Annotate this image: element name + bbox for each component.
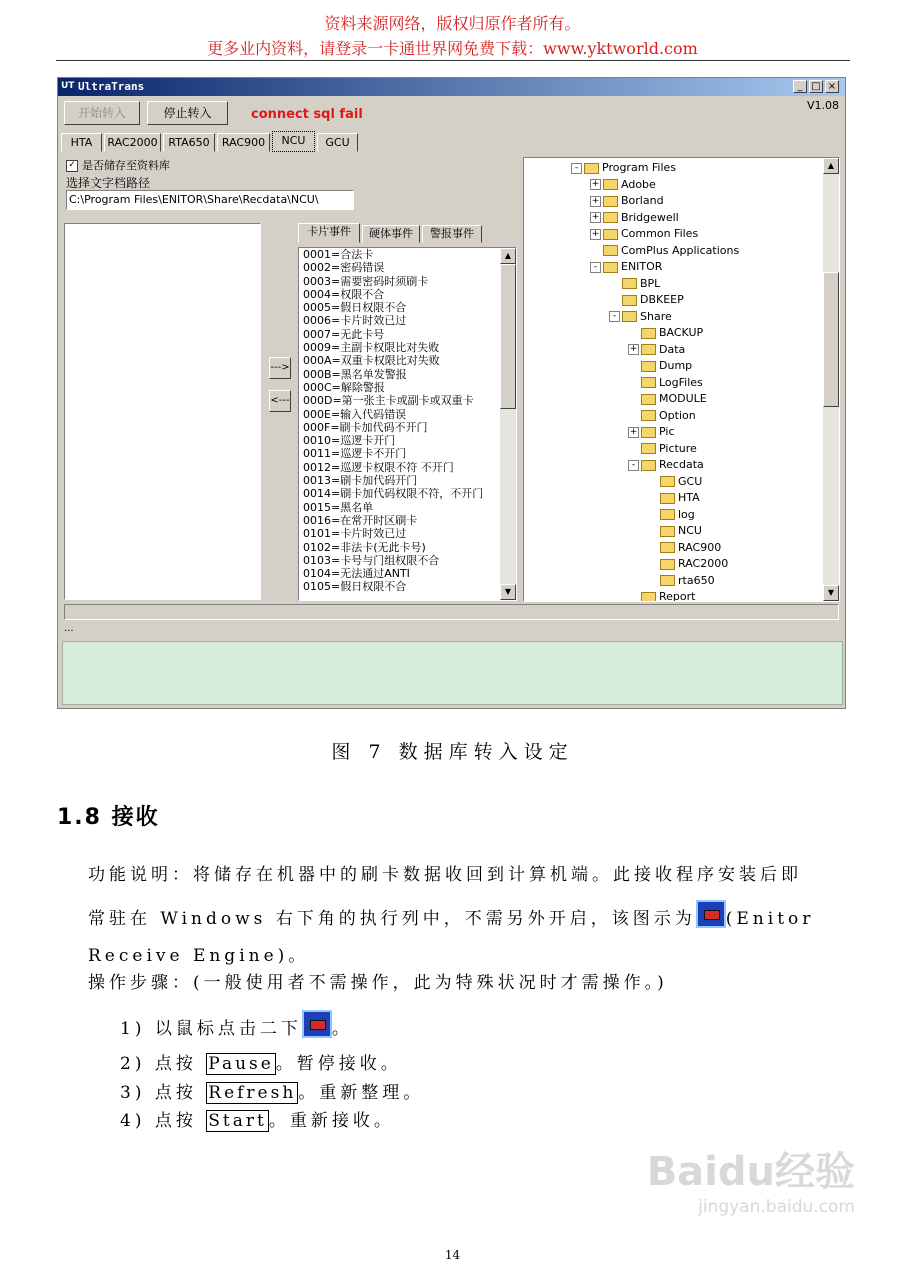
event-item[interactable]: 0014=刷卡加代码权限不符，不开门 [303, 487, 484, 501]
tab-rac900[interactable]: RAC900 [217, 133, 270, 152]
pause-button-ref: Pause [208, 1054, 274, 1074]
start-import-button[interactable]: 开始转入 [64, 101, 140, 125]
tree-node-label: LogFiles [659, 375, 703, 389]
event-item[interactable]: 0016=在常开时区刷卡 [303, 513, 418, 527]
tab-rac2000[interactable]: RAC2000 [104, 133, 161, 152]
scroll-thumb[interactable] [500, 264, 516, 409]
event-item[interactable]: 0101=卡片时效已过 [303, 527, 407, 541]
tree-node[interactable] [628, 457, 704, 472]
event-item[interactable]: 000B=黑名单发警报 [303, 367, 407, 381]
step-3-text: 3) 点按 [120, 1083, 197, 1103]
tree-node[interactable] [590, 210, 679, 225]
refresh-button-ref: Refresh [208, 1083, 297, 1103]
tray-icon-step [302, 1010, 332, 1038]
folder-icon [641, 344, 656, 355]
tree-node-label: BACKUP [659, 326, 704, 339]
resident-text-end: (Enitor [725, 909, 815, 929]
step-2 [120, 1049, 402, 1074]
window-title: UltraTrans [78, 80, 145, 93]
tree-node[interactable] [628, 408, 696, 423]
tree-node-label: RAC2000 [678, 557, 729, 570]
tree-node[interactable] [628, 325, 703, 340]
folder-icon [660, 509, 675, 520]
path-label: 选择文字档路径 [66, 176, 151, 190]
event-item[interactable]: 0004=权限不合 [303, 287, 385, 301]
folder-icon [641, 443, 656, 454]
event-item[interactable]: 0009=主副卡权限比对失败 [303, 341, 440, 355]
event-item[interactable]: 0001=合法卡 [303, 248, 374, 261]
folder-icon [603, 196, 618, 207]
tree-node[interactable] [571, 160, 676, 175]
event-item[interactable]: 0005=假日权限不合 [303, 301, 407, 315]
scroll-up-icon[interactable]: ▲ [500, 248, 516, 264]
event-item[interactable]: 0102=非法卡(无此卡号) [303, 540, 426, 554]
tab-card-events[interactable]: 卡片事件 [298, 223, 360, 243]
header-download-link[interactable]: 更多业内资料，请登录一卡通世界网免费下载：www.yktworld.com [207, 39, 698, 58]
tree-node-label: Program Files [602, 161, 677, 174]
tree-node-label: Data [659, 342, 686, 356]
folder-icon [603, 245, 618, 256]
connection-status: connect sql fail [251, 107, 363, 122]
folder-icon [641, 460, 656, 471]
events-scrollbar[interactable] [500, 248, 516, 600]
paragraph-steps: 操作步骤：(一般使用者不需操作，此为特殊状况时才需操作。) [88, 973, 668, 993]
watermark-url: jingyan.baidu.com [698, 1197, 855, 1217]
path-input[interactable]: C:\Program Files\ENITOR\Share\Recdata\NCU\ [66, 190, 354, 210]
tree-node[interactable] [590, 243, 739, 258]
folder-icon [641, 361, 656, 372]
tree-node[interactable] [590, 259, 662, 274]
tab-hardware-events[interactable]: 硬体事件 [362, 225, 420, 243]
tree-node-label: GCU [678, 474, 703, 488]
event-item[interactable]: 000F=刷卡加代码不开门 [303, 420, 428, 434]
event-item[interactable]: 0010=巡逻卡开门 [303, 434, 396, 448]
baidu-watermark [647, 1140, 855, 1217]
save-to-db-checkbox[interactable] [66, 157, 170, 173]
tree-scrollbar[interactable] [823, 158, 839, 601]
tree-node-label: Picture [659, 441, 697, 455]
folder-tree[interactable] [523, 157, 840, 602]
message-panel [62, 641, 843, 705]
tray-icon [696, 900, 726, 928]
folder-icon [660, 559, 675, 570]
expand-icon[interactable]: + [629, 344, 638, 354]
folder-icon [660, 476, 675, 487]
tree-scroll-thumb[interactable] [823, 272, 839, 407]
folder-icon [641, 592, 656, 603]
event-item[interactable]: 0015=黑名单 [303, 500, 374, 514]
folder-icon [603, 262, 618, 273]
window-titlebar[interactable] [58, 78, 845, 96]
status-dots: ... [64, 623, 74, 634]
tab-rta650[interactable]: RTA650 [163, 133, 215, 152]
event-item[interactable]: 000A=双重卡权限比对失败 [303, 354, 440, 368]
tree-node[interactable] [609, 292, 684, 307]
folder-icon [622, 278, 637, 289]
folder-icon [641, 410, 656, 421]
event-item[interactable]: 0007=无此卡号 [303, 327, 385, 341]
watermark-logo: Baidu经验 [646, 1149, 855, 1195]
card-events-list[interactable] [298, 247, 517, 601]
event-item[interactable]: 0105=假日权限不合 [303, 580, 407, 594]
tree-node[interactable] [647, 490, 700, 505]
close-button[interactable]: × [825, 80, 839, 93]
tree-scroll-down-icon[interactable]: ▼ [823, 585, 839, 601]
tree-node-label: log [678, 507, 695, 521]
tree-node[interactable] [609, 309, 672, 324]
tree-node-label: ENITOR [621, 260, 663, 273]
event-item[interactable]: 000E=输入代码错误 [303, 407, 407, 421]
section-heading: 1.8 接收 [57, 805, 160, 830]
checkmark-icon: ✓ [66, 160, 78, 172]
step-2-text: 2) 点按 [120, 1054, 197, 1074]
figure-caption: 图 7 数据库转入设定 [331, 741, 574, 763]
tree-node-label: DBKEEP [640, 293, 684, 306]
maximize-button[interactable]: □ [809, 80, 823, 93]
tree-node-label: BPL [640, 276, 661, 290]
folder-icon [603, 212, 618, 223]
tree-node-label: ComPlus Applications [621, 243, 740, 257]
selected-events-list[interactable] [64, 223, 261, 600]
tree-node[interactable] [647, 523, 702, 538]
folder-icon [584, 163, 599, 174]
event-item[interactable]: 0011=巡逻卡不开门 [303, 447, 407, 461]
step-2-end: 。暂停接收。 [275, 1054, 402, 1074]
tree-node-label: Common Files [621, 227, 699, 240]
tree-node-label: Adobe [621, 177, 656, 191]
step-3 [120, 1078, 424, 1103]
tree-node-label: MODULE [659, 392, 707, 405]
tree-node[interactable] [628, 589, 695, 602]
tree-node[interactable] [647, 556, 728, 571]
tree-node[interactable] [647, 573, 715, 588]
tree-node-label: rta650 [678, 573, 715, 587]
folder-icon [641, 427, 656, 438]
tab-alarm-events[interactable]: 警报事件 [422, 225, 482, 243]
step-4 [120, 1106, 395, 1131]
progress-bar [64, 604, 839, 620]
minimize-button[interactable]: _ [793, 80, 807, 93]
expand-icon[interactable]: + [591, 228, 600, 239]
collapse-icon[interactable]: - [628, 460, 639, 471]
folder-icon [622, 295, 637, 306]
step-4-end: 。重新接收。 [268, 1111, 395, 1131]
tree-node-label: Share [640, 309, 672, 323]
expand-icon[interactable]: + [591, 195, 600, 206]
tree-node[interactable] [628, 375, 703, 390]
folder-icon [641, 377, 656, 388]
folder-icon [641, 328, 656, 339]
event-item[interactable]: 0003=需要密码时须刷卡 [303, 274, 429, 288]
tree-node[interactable] [609, 276, 660, 291]
tree-node-label: Pic [659, 425, 675, 438]
tree-node[interactable] [647, 474, 702, 489]
move-left-button[interactable]: <--- [269, 390, 291, 412]
expand-icon[interactable]: + [591, 212, 600, 222]
tree-node[interactable] [590, 193, 664, 208]
folder-icon [622, 311, 637, 322]
collapse-icon[interactable]: - [590, 262, 601, 273]
event-item[interactable]: 0103=卡号与门组权限不合 [303, 553, 440, 567]
event-item[interactable]: 000C=解除警报 [303, 380, 385, 394]
tree-node[interactable] [628, 342, 685, 357]
tree-scroll-up-icon[interactable]: ▲ [823, 158, 839, 174]
folder-icon [603, 229, 618, 240]
event-item[interactable]: 0104=无法通过ANTI [303, 567, 410, 581]
scroll-down-icon[interactable]: ▼ [500, 584, 516, 600]
tree-node[interactable] [590, 226, 698, 241]
resident-text: 常驻在 Windows 右下角的执行列中，不需另外开启，该图示为 [88, 909, 696, 929]
event-item[interactable]: 000D=第一张主卡或副卡或双重卡 [303, 394, 474, 408]
expand-icon[interactable]: + [591, 179, 600, 189]
header-rule [56, 60, 850, 61]
folder-icon [603, 179, 618, 190]
event-item[interactable]: 0012=巡逻卡权限不符 不开门 [303, 460, 454, 474]
folder-icon [660, 542, 675, 553]
expand-icon[interactable]: + [629, 426, 638, 437]
tab-ncu[interactable]: NCU [272, 131, 315, 152]
tree-node[interactable] [647, 540, 721, 555]
stop-import-button[interactable]: 停止转入 [147, 101, 228, 125]
tree-node-label: HTA [678, 491, 700, 504]
folder-icon [660, 526, 675, 537]
start-button-ref: Start [208, 1111, 267, 1131]
page-number: 14 [444, 1248, 461, 1262]
tree-node[interactable] [647, 507, 695, 522]
step-4-text: 4) 点按 [120, 1111, 197, 1131]
move-right-button[interactable]: ---> [269, 357, 291, 379]
tab-gcu[interactable]: GCU [317, 133, 358, 152]
tree-node-label: Report [659, 590, 696, 602]
step-1-end: 。 [331, 1019, 353, 1039]
paragraph-resident [88, 900, 814, 929]
event-item[interactable]: 0006=卡片时效已过 [303, 314, 407, 328]
tree-node-label: Dump [659, 359, 693, 372]
step-1 [120, 1010, 353, 1039]
tab-hta[interactable]: HTA [61, 133, 102, 152]
tree-node[interactable] [628, 441, 697, 456]
tree-node[interactable] [628, 391, 707, 406]
tree-node-label: Borland [621, 194, 664, 207]
header-notice: 资料来源网络，版权归原作者所有。 [324, 14, 581, 33]
event-item[interactable]: 0002=密码错误 [303, 261, 385, 275]
tree-node-label: Bridgewell [621, 210, 679, 224]
step-3-end: 。重新整理。 [298, 1083, 425, 1103]
save-to-db-label: 是否储存至资料库 [82, 159, 170, 172]
folder-icon [660, 575, 675, 586]
tree-node[interactable] [628, 358, 692, 373]
tree-node[interactable] [628, 424, 675, 439]
step-1-text: 1) 以鼠标点击二下 [120, 1019, 302, 1039]
collapse-icon[interactable]: - [571, 163, 582, 174]
ultratrans-window [57, 77, 846, 709]
folder-icon [660, 493, 675, 504]
tree-node[interactable] [590, 177, 656, 192]
event-item[interactable]: 0013=刷卡加代码开门 [303, 474, 418, 488]
version-label: V1.08 [807, 99, 840, 112]
collapse-icon[interactable]: - [609, 311, 620, 322]
paragraph-function: 功能说明：将储存在机器中的刷卡数据收回到计算机端。此接收程序安装后即 [88, 865, 802, 885]
tree-node-label: Option [659, 408, 696, 422]
tree-node-label: Recdata [659, 458, 704, 471]
folder-icon [641, 394, 656, 405]
paragraph-engine: Receive Engine)。 [88, 946, 310, 966]
tree-node-label: NCU [678, 524, 702, 537]
app-icon: UT [61, 81, 75, 91]
tree-node-label: RAC900 [678, 540, 722, 554]
